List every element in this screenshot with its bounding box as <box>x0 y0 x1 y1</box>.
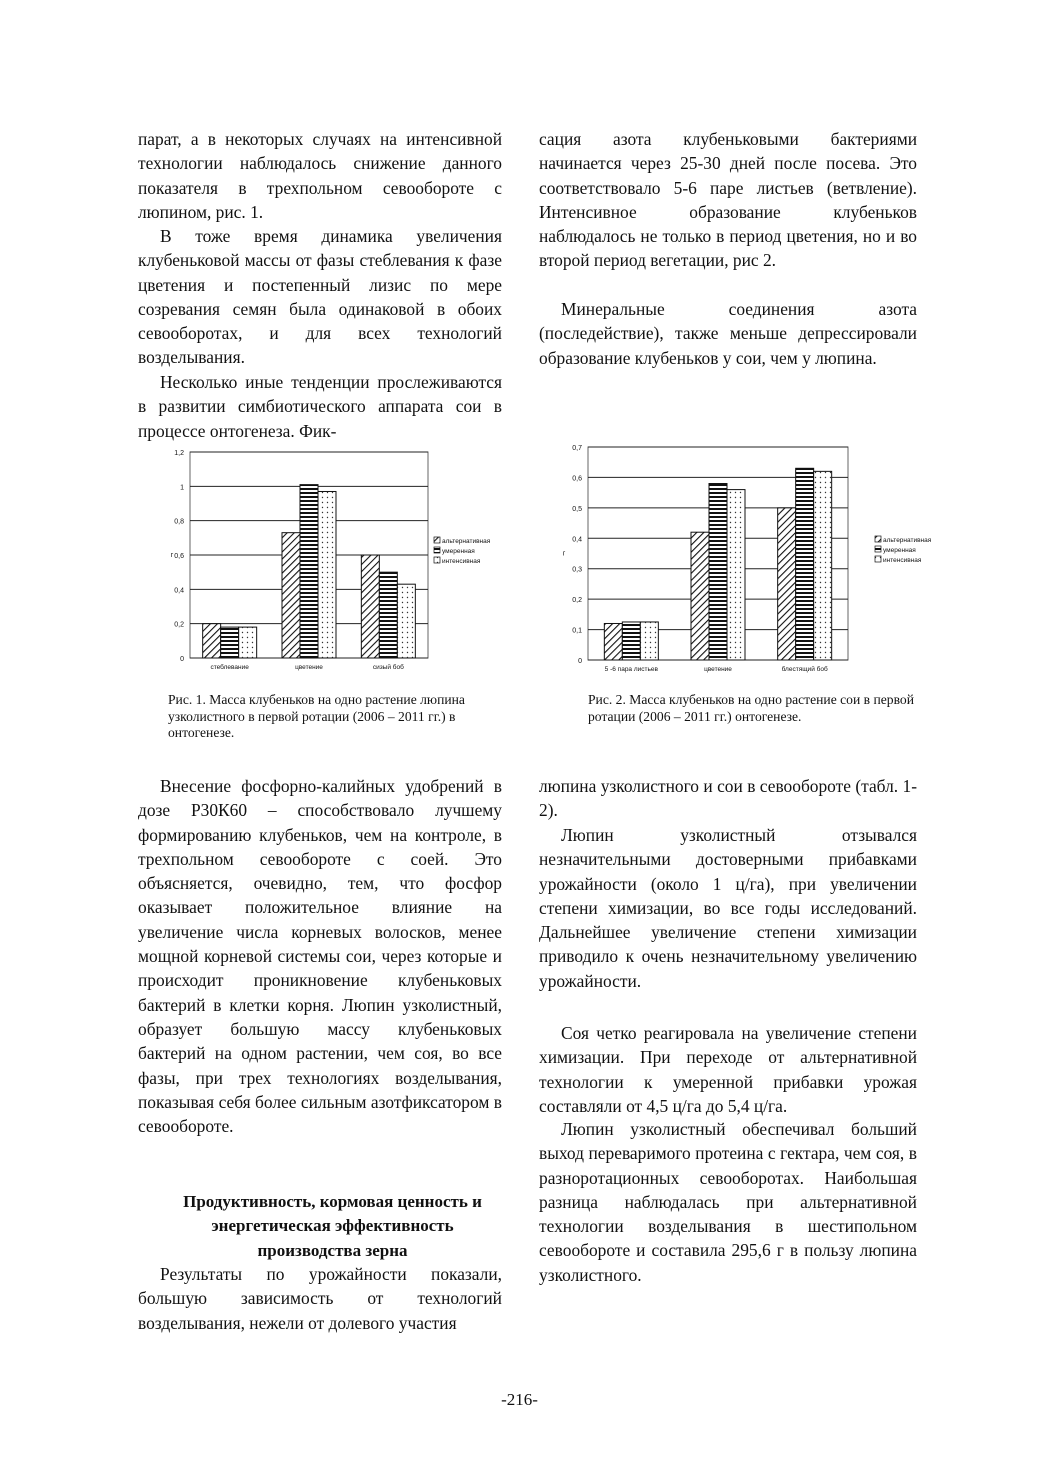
y-tick-label: 0,2 <box>572 597 582 605</box>
bar-3-1 <box>361 555 379 658</box>
left-paragraph-5: Результаты по урожайности показали, большую зависимость от технологий возделывания, нежели от долевого участия <box>138 1264 502 1333</box>
y-tick-label: 0,6 <box>174 553 184 560</box>
x-tick-label: 5 -6 пара листьев <box>604 666 658 673</box>
legend-label: интенсивная <box>442 558 481 565</box>
x-tick-label: блестящий боб <box>781 666 828 673</box>
y-tick-label: 1 <box>180 484 184 492</box>
bar-1-1 <box>604 623 622 660</box>
figure-2-chart <box>548 440 958 680</box>
legend-swatch <box>875 556 881 562</box>
y-tick-label: 0,4 <box>174 587 184 595</box>
x-tick-label: цветение <box>704 666 732 673</box>
figure-1-chart <box>160 440 540 680</box>
y-tick-label: 0,6 <box>572 475 582 483</box>
right-paragraph-4: Люпин узколистный отзывался незначительными достоверными прибавками урожайности (около 1 ц/га), при увеличении степени химизации, во все годы исследований. Дальнейшее увеличение степени химизации приводило к очень незначительному увеличению урожайности. <box>539 825 917 991</box>
bar-2-2 <box>300 485 318 658</box>
bar-3-1 <box>778 508 796 660</box>
bar-3-3 <box>814 471 832 660</box>
legend-swatch <box>434 547 440 553</box>
y-tick-label: 0 <box>180 656 184 663</box>
y-tick-label: 0,7 <box>572 445 582 452</box>
bar-1-1 <box>203 624 221 658</box>
legend-label: умеренная <box>883 547 916 554</box>
bar-2-3 <box>727 490 745 660</box>
figure-2-caption: Рис. 2. Масса клубеньков на одно растение сои в первой ротации (2006 – 2011 гг.) онтогенезе. <box>588 692 914 724</box>
x-tick-label: сизый боб <box>372 664 404 671</box>
y-axis-label: г <box>562 550 566 558</box>
y-tick-label: 0,4 <box>572 536 582 544</box>
right-paragraph-3: люпина узколистного и сои в севообороте (табл. 1-2). <box>539 776 917 821</box>
legend-label: умеренная <box>442 548 475 555</box>
y-tick-label: 0,1 <box>572 627 582 635</box>
y-tick-label: 0 <box>578 658 582 665</box>
y-tick-label: 1,2 <box>174 450 184 457</box>
legend-label: альтернативная <box>442 538 491 545</box>
legend-label: интенсивная <box>883 557 922 564</box>
bar-3-3 <box>397 584 415 658</box>
section-heading: Продуктивность, кормовая ценность и энергетическая эффективность производства зерна <box>183 1192 482 1260</box>
x-tick-label: цветение <box>295 664 323 671</box>
legend-label: альтернативная <box>883 537 932 544</box>
bar-3-2 <box>796 468 814 660</box>
legend-swatch <box>875 546 881 552</box>
left-paragraph-4: Внесение фосфорно-калийных удобрений в дозе Р30К60 – способствовало лучшему формированию клубеньков, чем на контроле, в трехпольном севообороте с соей. Это объясняется, очевидно, тем, что фосфор оказывает положительное влияние на увеличение числа корневых волосков, менее мощной корневой системы сои, через которые и происходит проникновение клубеньковых бактерий в клетки корня. Люпин узколистный, образует большую массу клубеньковых бактерий на одном растении, чем соя, во все фазы, при трех технологиях возделывания, показывая себя более сильным азотфиксатором в севообороте. <box>138 776 502 1137</box>
bar-3-2 <box>379 572 397 658</box>
y-tick-label: 0,5 <box>572 505 582 513</box>
legend-swatch <box>875 536 881 542</box>
right-paragraph-1: сация азота клубеньковыми бактериями начинается через 25-30 дней после посева. Это соответствовало 5-6 паре листьев (ветвление). Интенсивное образование клубеньков наблюдалось не только в период цветения, но и во второй период вегетации, рис 2. <box>539 129 917 271</box>
legend-swatch <box>434 557 440 563</box>
bar-2-1 <box>282 533 300 658</box>
y-tick-label: 0,8 <box>174 518 184 526</box>
bar-2-1 <box>691 532 709 660</box>
figure-1-caption: Рис. 1. Масса клубеньков на одно растение люпина узколистного в первой ротации (2006 – 2011 гг.) в онтогенезе. <box>168 692 465 741</box>
bar-1-2 <box>221 627 239 658</box>
left-paragraph-3: Несколько иные тенденции прослеживаются в развитии симбиотического аппарата сои в процессе онтогенеза. Фик- <box>138 372 502 441</box>
y-tick-label: 0,2 <box>174 621 184 629</box>
y-axis-label: г <box>170 552 174 559</box>
right-paragraph-5: Соя четко реагировала на увеличение степени химизации. При переходе от альтернативной технологии к умеренной прибавки урожая составляли от 4,5 ц/га до 5,4 ц/га. <box>539 1023 917 1116</box>
legend-swatch <box>434 537 440 543</box>
bar-1-2 <box>622 622 640 660</box>
y-tick-label: 0,3 <box>572 566 582 574</box>
bar-1-3 <box>640 622 658 660</box>
left-paragraph-2: В тоже время динамика увеличения клубеньковой массы от фазы стеблевания к фазе цветения и постепенный лизис по мере созревания семян была одинаковой в обоих севооборотах, и для всех технологий возделывания. <box>138 226 502 368</box>
bar-1-3 <box>239 627 257 658</box>
bar-2-3 <box>318 491 336 658</box>
bar-2-2 <box>709 484 727 660</box>
right-paragraph-2: Минеральные соединения азота (последействие), также меньше депрессировали образование клубеньков у сои, чем у люпина. <box>539 299 917 368</box>
left-paragraph-1: парат, а в некоторых случаях на интенсивной технологии наблюдалось снижение данного показателя в трехпольном севообороте с люпином, рис. 1. <box>138 129 502 222</box>
x-tick-label: стеблевание <box>210 664 249 671</box>
right-paragraph-6: Люпин узколистный обеспечивал больший выход переваримого протеина с гектара, чем соя, в разноротационных севооборотах. Наибольшая разница наблюдалась при альтернативной технологии возделывания в шестипольном севообороте и составила 295,6 г в пользу люпина узколистного. <box>539 1119 917 1285</box>
page-number: -216- <box>501 1390 538 1409</box>
